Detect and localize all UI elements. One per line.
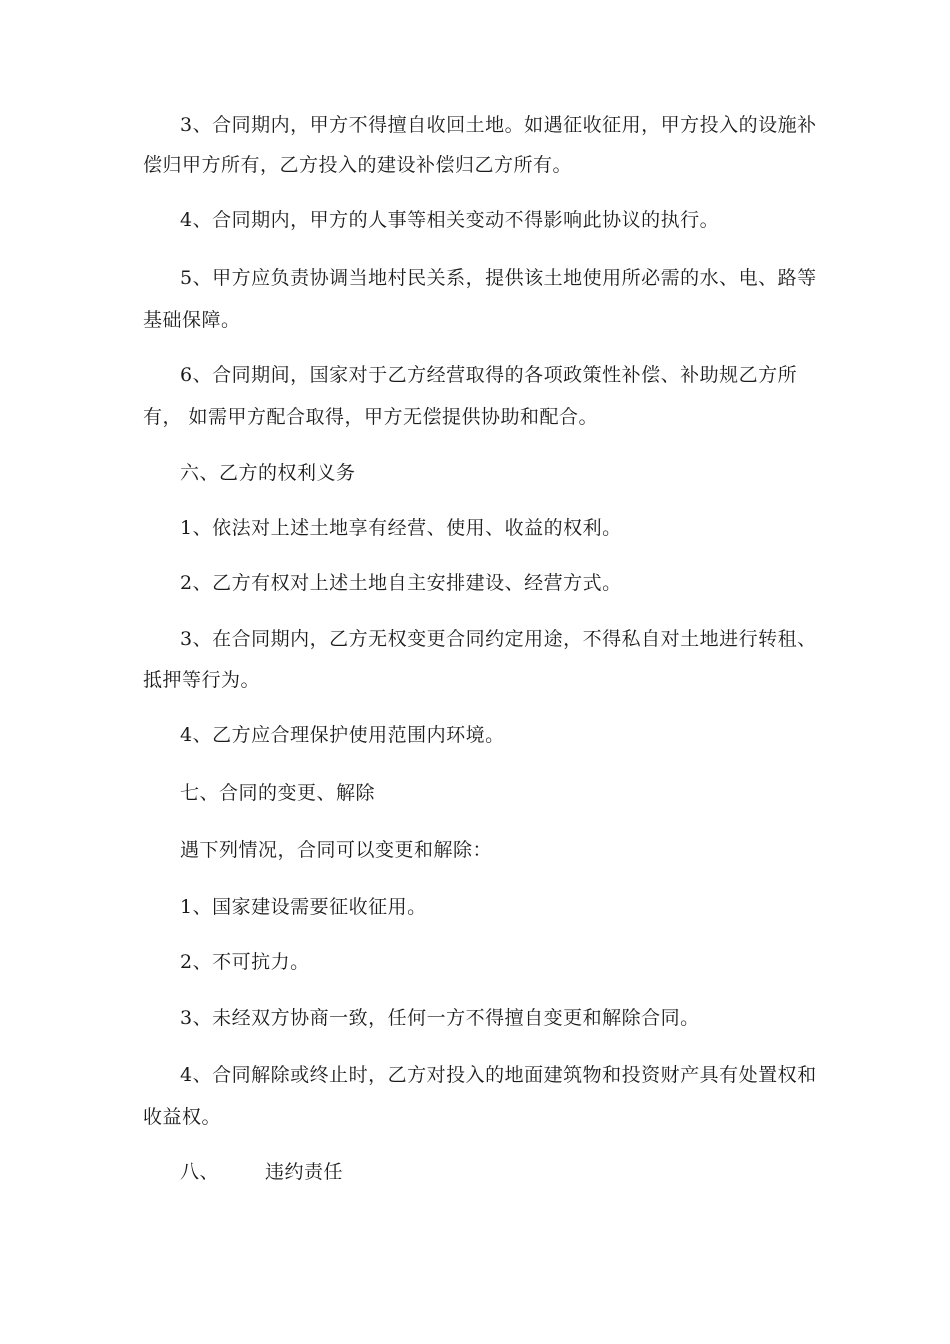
paragraph-line: 抵押等行为。 (143, 669, 261, 691)
section-title: 违约责任 (265, 1161, 344, 1183)
paragraph-line: 1、依法对上述土地享有经营、使用、收益的权利。 (180, 517, 622, 539)
paragraph-line: 4、合同解除或终止时，乙方对投入的地面建筑物和投资财产具有处置权和 (180, 1064, 817, 1086)
paragraph-line: 1、国家建设需要征收征用。 (180, 896, 427, 918)
paragraph-line: 2、不可抗力。 (180, 951, 310, 973)
section-heading: 六、乙方的权利义务 (180, 462, 356, 484)
paragraph-line: 6、合同期间，国家对于乙方经营取得的各项政策性补偿、补助规乙方所 (180, 364, 798, 386)
paragraph-line: 收益权。 (143, 1106, 222, 1128)
paragraph-line: 3、在合同期内，乙方无权变更合同约定用途，不得私自对土地进行转租、 (180, 628, 817, 650)
paragraph-line: 基础保障。 (143, 309, 241, 331)
paragraph-line: 4、乙方应合理保护使用范围内环境。 (180, 724, 505, 746)
paragraph-line: 3、未经双方协商一致，任何一方不得擅自变更和解除合同。 (180, 1007, 700, 1029)
section-heading (180, 1160, 860, 1184)
paragraph-line: 遇下列情况，合同可以变更和解除： (180, 839, 493, 861)
paragraph-line: 有， 如需甲方配合取得，甲方无偿提供协助和配合。 (143, 406, 599, 428)
section-number: 八、 (180, 1161, 220, 1183)
paragraph-line: 偿归甲方所有，乙方投入的建设补偿归乙方所有。 (143, 154, 573, 176)
paragraph-line: 5、甲方应负责协调当地村民关系，提供该土地使用所必需的水、电、路等 (180, 267, 817, 289)
section-heading: 七、合同的变更、解除 (180, 782, 376, 804)
paragraph-line: 4、合同期内，甲方的人事等相关变动不得影响此协议的执行。 (180, 209, 720, 231)
paragraph-line: 3、合同期内，甲方不得擅自收回土地。如遇征收征用，甲方投入的设施补 (180, 114, 817, 136)
paragraph-line: 2、乙方有权对上述土地自主安排建设、经营方式。 (180, 572, 622, 594)
